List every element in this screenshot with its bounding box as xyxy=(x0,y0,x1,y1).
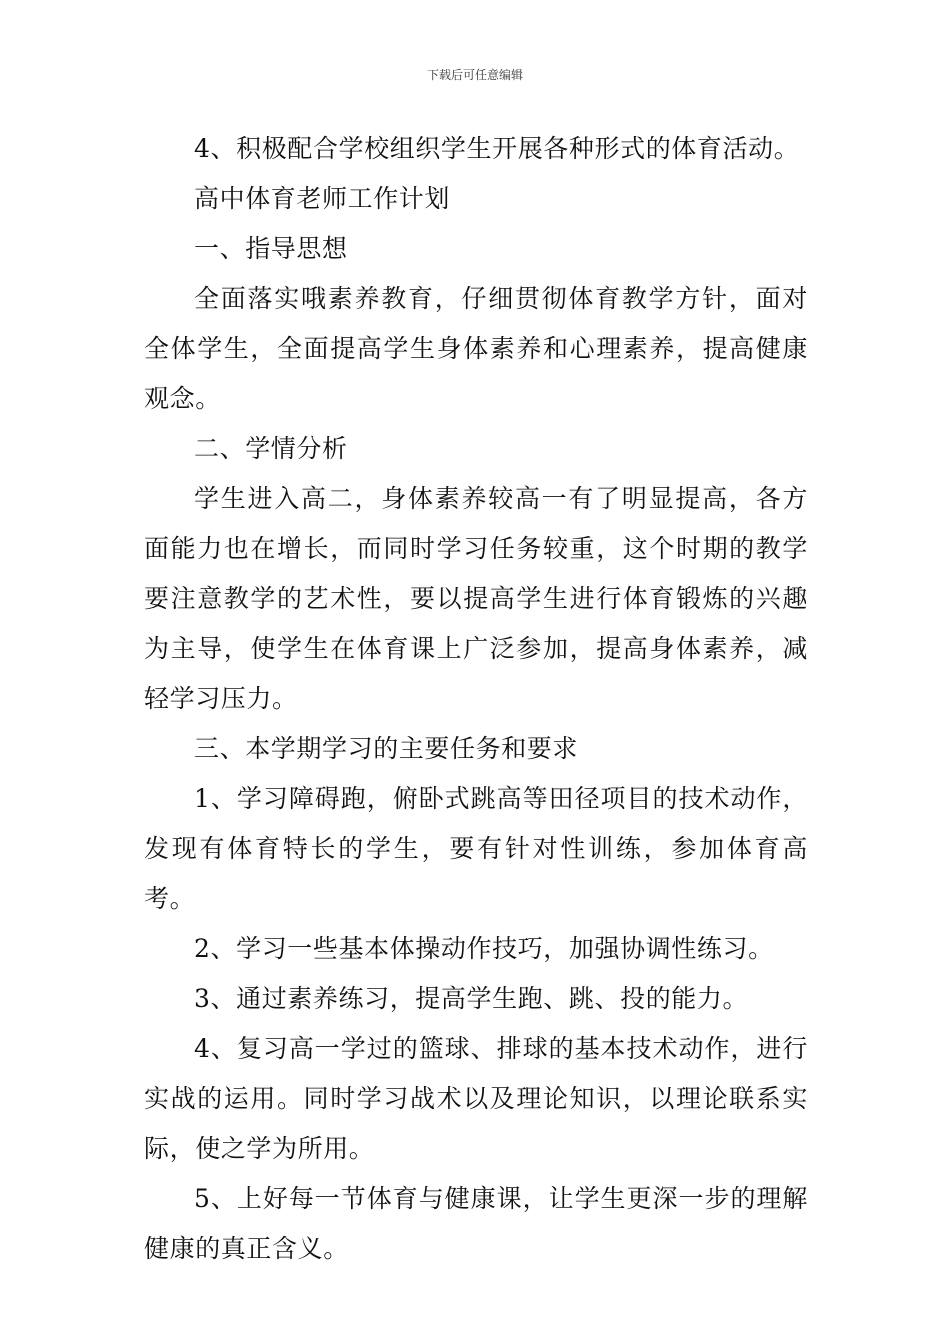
section-heading-tasks: 三、本学期学习的主要任务和要求 xyxy=(194,734,579,763)
header-note: 下载后可任意编辑 xyxy=(426,68,523,82)
paragraph-activities: 4、积极配合学校组织学生开展各种形式的体育活动。 xyxy=(194,134,800,163)
section-heading-guiding-ideology: 一、指导思想 xyxy=(194,234,348,263)
paragraph-plan-title: 高中体育老师工作计划 xyxy=(194,184,451,213)
paragraph-guiding-ideology: 全面落实哦素养教育，仔细贯彻体育教学方针，面对全体学生，全面提高学生身体素养和心理素养，提高健康观念。 xyxy=(144,284,808,413)
paragraph-student-analysis: 学生进入高二，身体素养较高一有了明显提高，各方面能力也在增长，而同时学习任务较重，这个时期的教学要注意教学的艺术性，要以提高学生进行体育锻炼的兴趣为主导，使学生在体育课上广泛参加，提高身体素养，减轻学习压力。 xyxy=(144,484,808,713)
document-body xyxy=(144,124,808,1274)
paragraph-task-2: 2、学习一些基本体操动作技巧，加强协调性练习。 xyxy=(194,934,774,963)
paragraph-task-5: 5、上好每一节体育与健康课，让学生更深一步的理解健康的真正含义。 xyxy=(144,1184,808,1263)
paragraph-task-1: 1、学习障碍跑，俯卧式跳高等田径项目的技术动作，发现有体育特长的学生，要有针对性训练，参加体育高考。 xyxy=(144,784,808,913)
paragraph-task-3: 3、通过素养练习，提高学生跑、跳、投的能力。 xyxy=(194,984,749,1013)
section-heading-student-analysis: 二、学情分析 xyxy=(194,434,348,463)
paragraph-task-4: 4、复习高一学过的篮球、排球的基本技术动作，进行实战的运用。同时学习战术以及理论知识，以理论联系实际，使之学为所用。 xyxy=(144,1034,808,1163)
